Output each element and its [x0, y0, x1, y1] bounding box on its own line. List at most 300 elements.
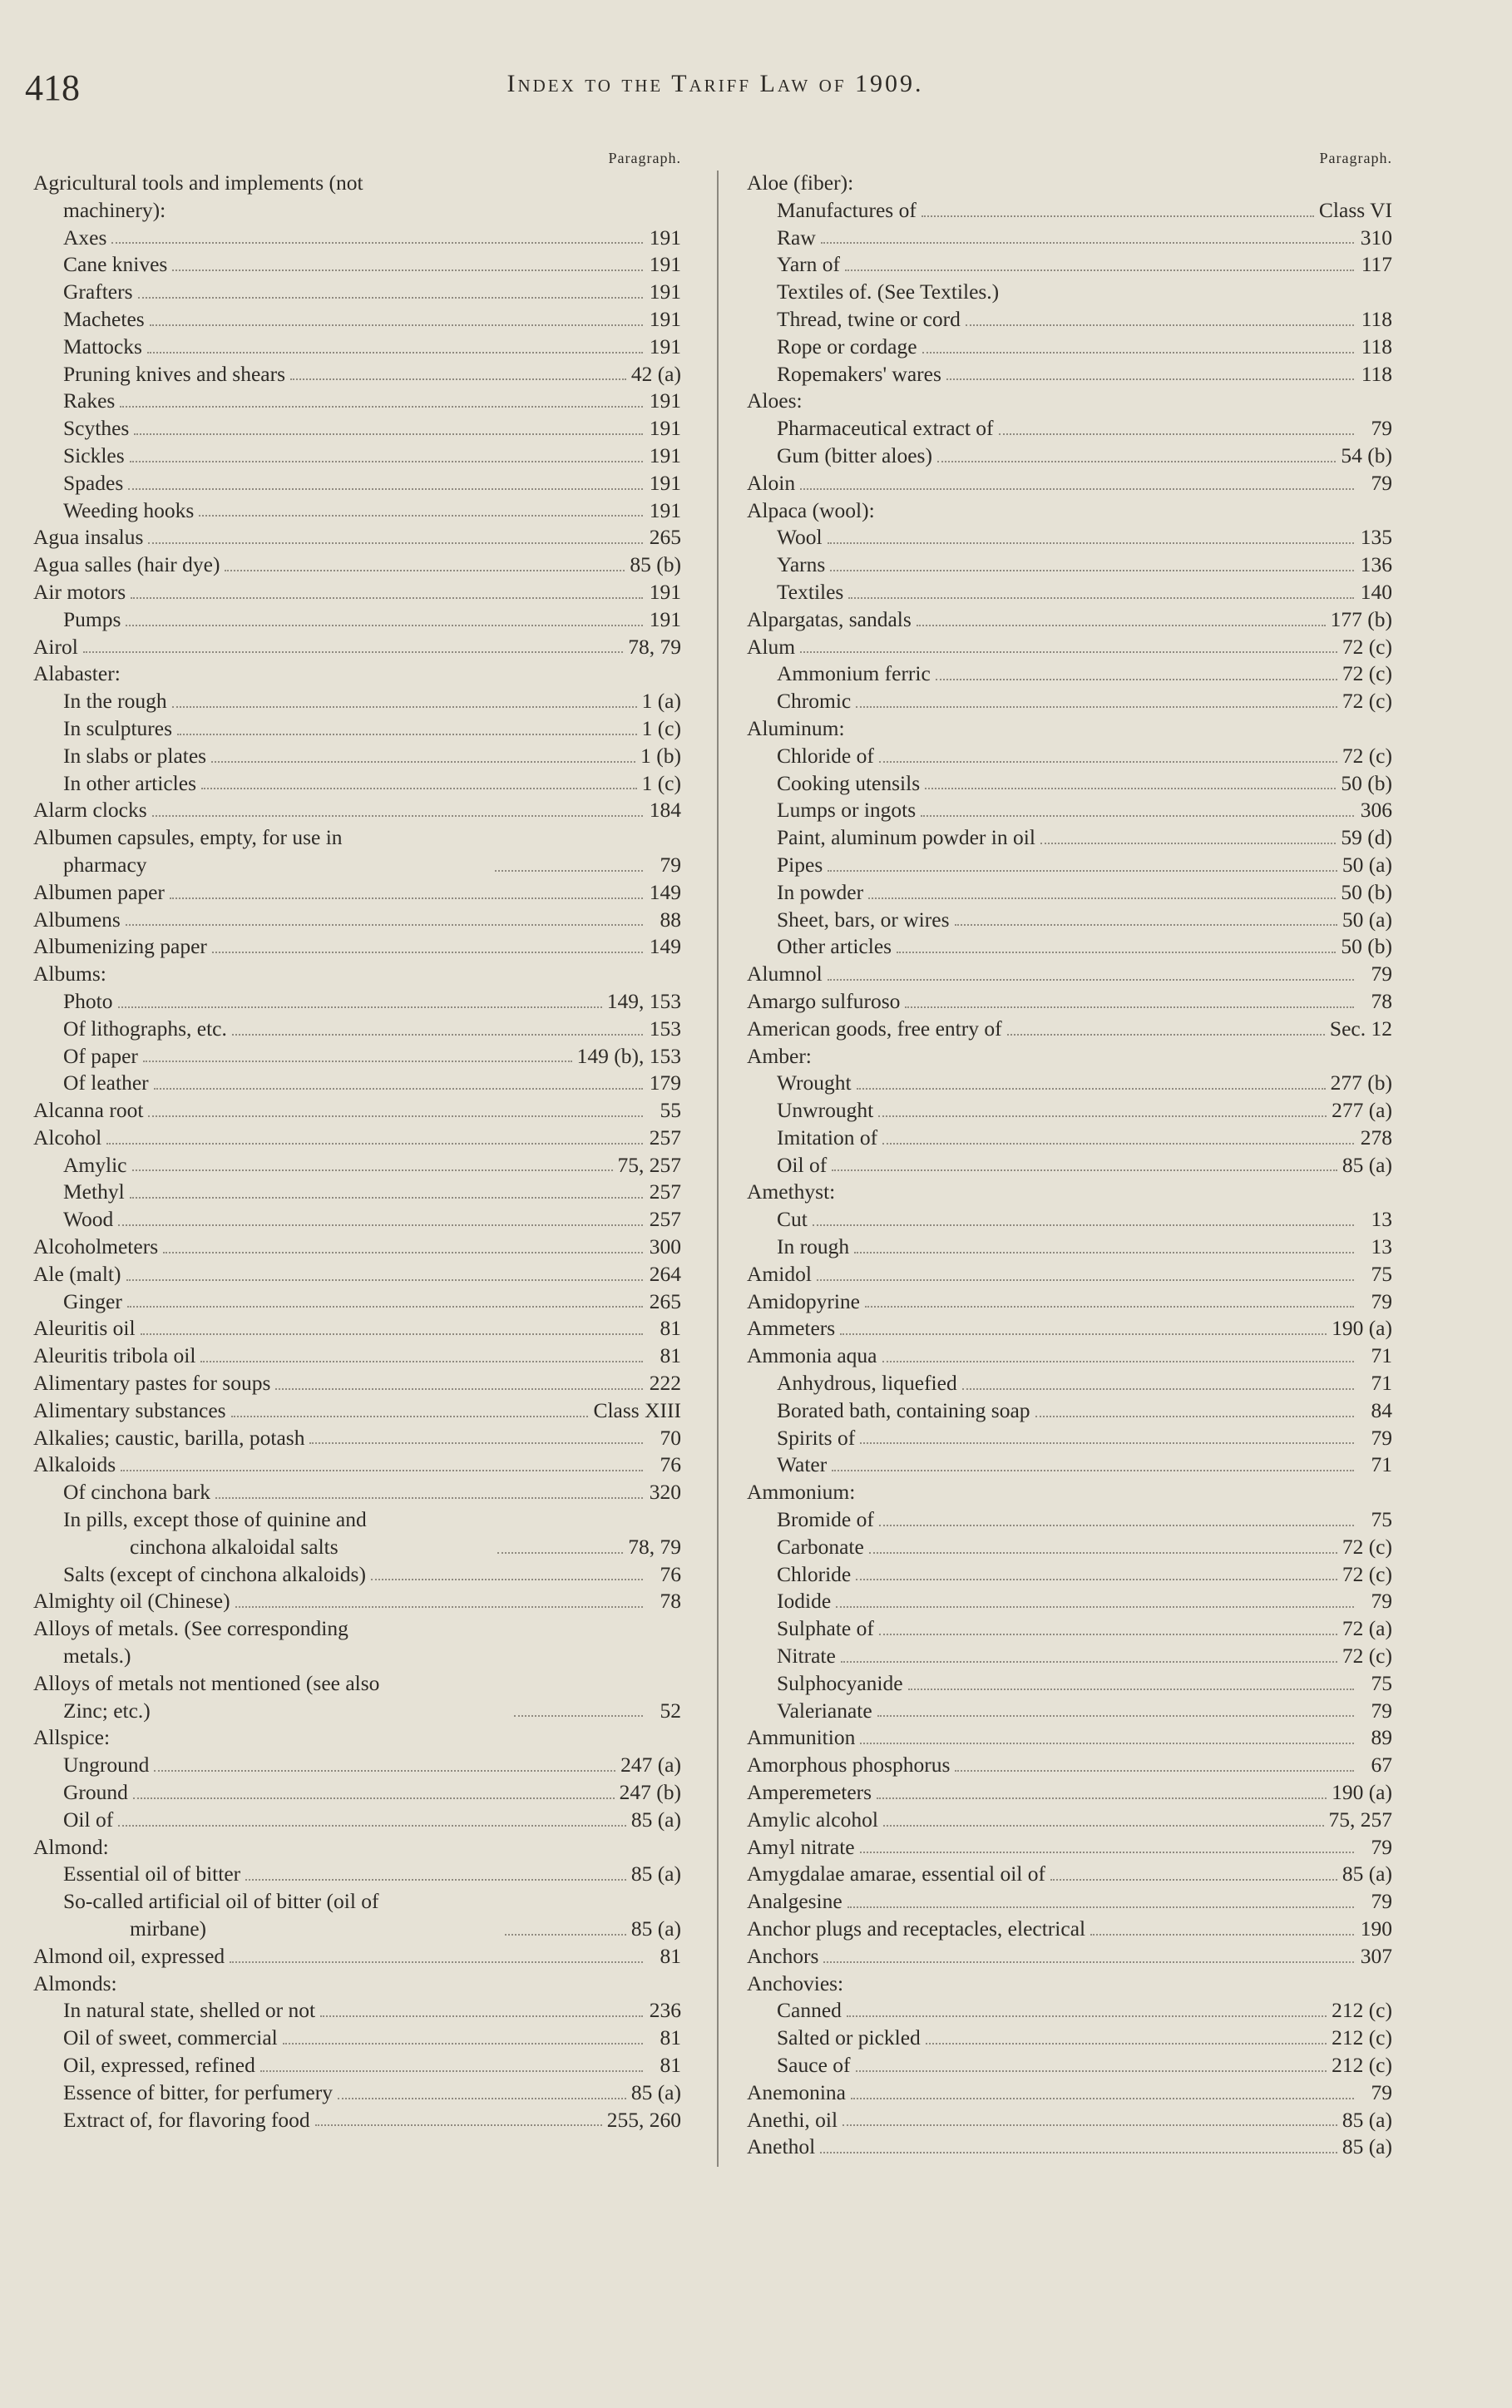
index-term: Ammunition	[747, 1725, 856, 1750]
dot-leader	[163, 1252, 643, 1253]
index-entry	[747, 1997, 1397, 2025]
index-term: Amyl nitrate	[747, 1834, 855, 1859]
dot-leader	[840, 1333, 1327, 1335]
paragraph-reference: 13	[1371, 1234, 1392, 1259]
index-entry	[747, 770, 1397, 798]
paragraph-reference: 85 (a)	[1342, 2107, 1392, 2132]
paragraph-reference: 222	[649, 1371, 681, 1396]
dot-leader	[290, 378, 626, 380]
paragraph-reference: 78	[1371, 988, 1392, 1013]
dot-leader	[320, 2015, 643, 2017]
paragraph-reference: 191	[649, 606, 681, 631]
index-entry	[747, 443, 1397, 470]
index-term: Amethyst:	[747, 1179, 836, 1204]
index-entry	[747, 551, 1397, 579]
index-entry	[747, 1888, 1397, 1916]
dot-leader	[130, 1197, 643, 1199]
index-entry	[33, 1834, 686, 1862]
index-entry	[747, 279, 1397, 306]
index-term	[33, 1670, 509, 1725]
paragraph-reference: 72 (c)	[1342, 634, 1392, 659]
index-entry	[33, 2025, 686, 2052]
paragraph-reference: 72 (c)	[1342, 661, 1392, 686]
paragraph-reference: 50 (b)	[1341, 770, 1392, 795]
index-term: Weeding hooks	[63, 497, 195, 522]
dot-leader	[106, 1143, 643, 1145]
index-entry	[747, 1097, 1397, 1125]
dot-leader	[842, 2124, 1337, 2126]
index-entry	[33, 1997, 686, 2025]
index-entry	[747, 1315, 1397, 1342]
paragraph-reference: 190	[1360, 1916, 1392, 1941]
index-term: Of leather	[63, 1070, 149, 1095]
index-term: Alimentary pastes for soups	[33, 1371, 271, 1396]
paragraph-reference: 257	[649, 1179, 681, 1204]
index-entry	[33, 988, 686, 1016]
dot-leader	[999, 433, 1354, 435]
index-term: Anemonina	[747, 2079, 846, 2104]
paragraph-reference: 78, 79	[628, 634, 681, 659]
index-term-line: Zinc; etc.)	[63, 1698, 151, 1723]
index-term: Yarn of	[777, 252, 841, 277]
index-entry	[33, 770, 686, 798]
paragraph-reference: 50 (a)	[1342, 907, 1392, 932]
index-term: Sickles	[63, 443, 125, 467]
paragraph-reference: 191	[649, 579, 681, 604]
dot-leader	[83, 651, 623, 653]
index-entry	[747, 388, 1397, 415]
index-entry	[33, 2052, 686, 2079]
index-entry	[33, 2107, 686, 2134]
index-term: Chloride	[777, 1561, 852, 1586]
index-entry	[33, 225, 686, 252]
index-term: Oil, expressed, refined	[63, 2052, 255, 2077]
paragraph-reference: 13	[1371, 1207, 1392, 1232]
index-entry	[747, 1506, 1397, 1534]
index-entry	[747, 1643, 1397, 1670]
dot-leader	[148, 1115, 643, 1117]
dot-leader	[315, 2124, 602, 2126]
index-term: Of lithographs, etc.	[63, 1016, 227, 1041]
dot-leader	[111, 242, 643, 244]
paragraph-reference: 55	[660, 1098, 681, 1123]
paragraph-reference: 264	[649, 1261, 681, 1286]
index-entry	[747, 470, 1397, 497]
dot-leader	[170, 897, 643, 899]
index-term: Anethi, oil	[747, 2107, 838, 2132]
dot-leader	[832, 1169, 1337, 1171]
index-entry	[33, 1561, 686, 1589]
index-entry	[33, 1943, 686, 1970]
index-term: Photo	[63, 988, 113, 1013]
paragraph-reference: 81	[660, 2025, 681, 2050]
paragraph-reference: 79	[1371, 1288, 1392, 1313]
dot-leader	[851, 2098, 1354, 2099]
index-term: Anchovies:	[747, 1970, 844, 1995]
dot-leader	[133, 1797, 615, 1799]
index-column-right	[747, 146, 1397, 2161]
index-term: Amorphous phosphorus	[747, 1753, 951, 1778]
paragraph-reference: 255, 260	[606, 2107, 681, 2132]
paragraph-reference: 191	[649, 225, 681, 250]
index-entry	[747, 1288, 1397, 1316]
dot-leader	[879, 1634, 1337, 1635]
index-entry	[747, 634, 1397, 661]
paragraph-reference: 140	[1360, 579, 1392, 604]
index-term: Sulphocyanide	[777, 1670, 903, 1695]
index-term: Amidopyrine	[747, 1288, 860, 1313]
index-entry	[33, 879, 686, 907]
dot-leader	[201, 788, 637, 789]
index-term: Of cinchona bark	[63, 1480, 211, 1505]
index-entry	[747, 2107, 1397, 2134]
index-term: Ammeters	[747, 1316, 836, 1341]
dot-leader	[845, 269, 1354, 271]
dot-leader	[908, 1689, 1354, 1690]
paragraph-reference: 149 (b), 153	[576, 1043, 681, 1068]
paragraph-reference: 265	[649, 1288, 681, 1313]
index-entry	[747, 743, 1397, 770]
paragraph-reference: 310	[1360, 225, 1392, 250]
page-number: 418	[25, 67, 80, 108]
paragraph-reference: 117	[1361, 252, 1392, 277]
paragraph-reference: 300	[649, 1234, 681, 1259]
index-term: Canned	[777, 1998, 842, 2023]
index-entry	[747, 1943, 1397, 1970]
dot-leader	[820, 2152, 1337, 2153]
paragraph-reference: 50 (b)	[1341, 934, 1392, 959]
dot-leader	[800, 488, 1354, 490]
paragraph-reference: 118	[1361, 361, 1392, 386]
index-entry	[33, 1206, 686, 1234]
paragraph-reference: 191	[649, 416, 681, 441]
dot-leader	[865, 1306, 1354, 1308]
paragraph-reference: 307	[1360, 1943, 1392, 1968]
dot-leader	[937, 461, 1336, 462]
index-term: Albumen paper	[33, 879, 165, 904]
index-term: Ale (malt)	[33, 1261, 121, 1286]
index-entry	[33, 1479, 686, 1506]
dot-leader	[141, 1333, 643, 1335]
index-entry	[747, 1043, 1397, 1070]
index-term: In slabs or plates	[63, 743, 207, 768]
dot-leader	[120, 406, 643, 408]
index-term: Aloin	[747, 470, 796, 495]
index-term: Oil of sweet, commercial	[63, 2025, 278, 2050]
index-entry	[747, 606, 1397, 634]
paragraph-column-heading: Paragraph.	[1319, 150, 1392, 166]
paragraph-reference: 277 (b)	[1330, 1070, 1392, 1095]
index-entry	[33, 1807, 686, 1834]
index-term: Alcanna root	[33, 1098, 144, 1123]
paragraph-reference: 75, 257	[1328, 1807, 1392, 1832]
dot-leader	[962, 1388, 1354, 1390]
index-entry	[747, 1670, 1397, 1698]
index-term: Gum (bitter aloes)	[777, 443, 932, 467]
paragraph-reference: 50 (b)	[1341, 879, 1392, 904]
index-entry	[33, 306, 686, 334]
dot-leader	[854, 1252, 1354, 1253]
index-entry	[33, 1342, 686, 1370]
paragraph-reference: 191	[649, 497, 681, 522]
index-term: In other articles	[63, 770, 197, 795]
index-term: Methyl	[63, 1179, 125, 1204]
paragraph-reference: 59 (d)	[1341, 825, 1392, 850]
index-entry	[747, 660, 1397, 688]
index-entry	[33, 1861, 686, 1888]
paragraph-reference: 257	[649, 1207, 681, 1232]
paragraph-reference: 72 (a)	[1342, 1616, 1392, 1641]
index-entry	[33, 551, 686, 579]
paragraph-reference: 76	[660, 1452, 681, 1477]
dot-leader	[121, 1470, 643, 1471]
index-term-line: cinchona alkaloidal salts	[130, 1534, 338, 1559]
index-term: Amylic	[63, 1152, 127, 1177]
index-term: Pruning knives and shears	[63, 361, 286, 386]
index-entry	[33, 1152, 686, 1179]
paragraph-reference: 136	[1360, 552, 1392, 577]
paragraph-reference: 191	[649, 470, 681, 495]
dot-leader	[823, 1961, 1354, 1963]
index-term: Of paper	[63, 1043, 138, 1068]
index-term: Chromic	[777, 689, 852, 714]
index-term-line: machinery):	[63, 197, 166, 222]
index-term: Lumps or ingots	[777, 798, 917, 823]
dot-leader	[869, 1552, 1337, 1554]
index-term: Amber:	[747, 1043, 812, 1068]
paragraph-reference: Sec. 12	[1329, 1016, 1392, 1041]
paragraph-reference: 75, 257	[617, 1152, 681, 1177]
dot-leader	[877, 1797, 1327, 1799]
index-entry	[747, 251, 1397, 279]
dot-leader	[836, 1606, 1354, 1608]
index-term: In powder	[777, 879, 864, 904]
index-term: Spirits of	[777, 1425, 856, 1450]
index-entry	[747, 1534, 1397, 1561]
paragraph-reference: 149	[649, 934, 681, 959]
dot-leader	[260, 2070, 643, 2072]
index-entry	[33, 443, 686, 470]
dot-leader	[847, 2015, 1327, 2017]
index-entry	[33, 524, 686, 551]
index-term: Amperemeters	[747, 1780, 872, 1805]
dot-leader	[309, 1442, 643, 1444]
paragraph-reference: Class XIII	[593, 1397, 681, 1422]
dot-leader	[922, 215, 1314, 217]
dot-leader	[211, 761, 635, 763]
paragraph-reference: 72 (c)	[1342, 689, 1392, 714]
index-entry	[747, 824, 1397, 852]
dot-leader	[946, 378, 1354, 380]
index-term: Alkalies; caustic, barilla, potash	[33, 1425, 305, 1450]
index-entry	[33, 824, 686, 879]
index-term: Pipes	[777, 852, 823, 877]
index-term: Other articles	[777, 934, 892, 959]
index-entry	[747, 1561, 1397, 1589]
paragraph-reference: 191	[649, 443, 681, 467]
paragraph-reference: 85 (a)	[630, 1807, 681, 1832]
dot-leader	[1007, 1034, 1325, 1036]
dot-leader	[128, 488, 643, 490]
index-entry	[747, 1834, 1397, 1862]
index-entry	[747, 415, 1397, 443]
index-term: Essential oil of bitter	[63, 1862, 241, 1886]
paragraph-reference: 184	[649, 798, 681, 823]
paragraph-reference: 212 (c)	[1332, 2052, 1392, 2077]
index-term: Amygdalae amarae, essential oil of	[747, 1862, 1045, 1886]
index-term: Raw	[777, 225, 816, 250]
dot-leader	[860, 1442, 1354, 1444]
index-entry	[747, 2134, 1397, 2161]
index-term: Ammonia aqua	[747, 1343, 877, 1368]
index-entry	[33, 688, 686, 715]
index-term: Unground	[63, 1753, 150, 1778]
index-entry	[33, 1179, 686, 1206]
paragraph-reference: 118	[1361, 306, 1392, 331]
index-term: Manufactures of	[777, 197, 917, 222]
paragraph-reference: 79	[1371, 1589, 1392, 1614]
dot-leader	[882, 1143, 1354, 1145]
dot-leader	[897, 952, 1336, 953]
paragraph-reference: 78	[660, 1589, 681, 1614]
index-term: Essence of bitter, for perfumery	[63, 2079, 333, 2104]
index-term: Iodide	[777, 1589, 832, 1614]
index-entry	[33, 415, 686, 443]
index-entry	[33, 660, 686, 688]
index-term: Ammonium ferric	[777, 661, 931, 686]
index-term: Ropemakers' wares	[777, 361, 941, 386]
paragraph-reference: 1 (b)	[640, 743, 681, 768]
paragraph-reference: 88	[660, 907, 681, 932]
index-term: In the rough	[63, 689, 167, 714]
index-term: Scythes	[63, 416, 130, 441]
paragraph-reference: 179	[649, 1070, 681, 1095]
paragraph-reference: 191	[649, 334, 681, 358]
paragraph-reference: 42 (a)	[630, 361, 681, 386]
paragraph-reference: 79	[1371, 470, 1392, 495]
index-term: Paint, aluminum powder in oil	[777, 825, 1035, 850]
dot-leader	[118, 1006, 602, 1008]
page-header	[25, 67, 1406, 116]
index-entry	[33, 1043, 686, 1070]
index-entry	[747, 961, 1397, 988]
index-term: Alarm clocks	[33, 798, 147, 823]
index-entry	[747, 1861, 1397, 1888]
paragraph-reference: 257	[649, 1125, 681, 1150]
index-entry	[33, 1261, 686, 1288]
paragraph-reference: 135	[1360, 525, 1392, 550]
index-entry	[33, 1288, 686, 1316]
index-entry	[747, 1125, 1397, 1152]
index-entry-list	[33, 170, 686, 2134]
paragraph-reference: 70	[660, 1425, 681, 1450]
index-column-left	[33, 146, 686, 2134]
paragraph-reference: 79	[1371, 2079, 1392, 2104]
index-term: Extract of, for flavoring food	[63, 2107, 310, 2132]
dot-leader	[813, 1224, 1354, 1226]
dot-leader	[150, 324, 643, 326]
dot-leader	[338, 2098, 626, 2099]
dot-leader	[126, 625, 643, 626]
index-entry	[33, 715, 686, 743]
index-term: Valerianate	[777, 1698, 872, 1723]
dot-leader	[857, 1088, 1326, 1090]
index-entry	[747, 1425, 1397, 1452]
index-term: Carbonate	[777, 1534, 864, 1559]
index-term: Almond:	[33, 1834, 109, 1859]
paragraph-reference: 190 (a)	[1332, 1780, 1392, 1805]
index-entry	[33, 470, 686, 497]
index-term: Sheet, bars, or wires	[777, 907, 950, 932]
dot-leader	[856, 706, 1337, 708]
dot-leader	[821, 242, 1354, 244]
index-entry	[33, 1888, 686, 1943]
index-entry	[33, 170, 686, 225]
index-term: In sculptures	[63, 715, 173, 740]
index-term: Mattocks	[63, 334, 142, 358]
index-term: Ginger	[63, 1288, 122, 1313]
dot-leader	[177, 734, 637, 735]
index-term: Unwrought	[777, 1098, 874, 1123]
index-term	[63, 1506, 492, 1561]
index-term: Almonds:	[33, 1970, 117, 1995]
index-entry	[747, 1916, 1397, 1943]
index-term: Amidol	[747, 1261, 812, 1286]
index-term: Alcoholmeters	[33, 1234, 159, 1259]
paragraph-reference: 1 (a)	[641, 689, 681, 714]
index-entry	[33, 1234, 686, 1261]
index-entry	[33, 606, 686, 634]
paragraph-reference: 72 (c)	[1342, 1644, 1392, 1669]
paragraph-reference: 79	[1371, 1889, 1392, 1914]
dot-leader	[955, 924, 1337, 926]
index-entry	[747, 2025, 1397, 2052]
dot-leader	[154, 1770, 615, 1772]
dot-leader	[152, 815, 643, 817]
index-entry	[33, 2079, 686, 2107]
paragraph-reference: 79	[1371, 1698, 1392, 1723]
paragraph-reference: 54 (b)	[1341, 443, 1392, 467]
paragraph-column-heading: Paragraph.	[608, 150, 681, 166]
index-term: Axes	[63, 225, 107, 250]
index-entry	[747, 361, 1397, 388]
dot-leader	[856, 1579, 1337, 1580]
index-entry	[33, 1070, 686, 1097]
index-entry	[33, 279, 686, 306]
index-term: Chloride of	[777, 743, 874, 768]
index-entry	[33, 797, 686, 824]
index-entry	[747, 1179, 1397, 1206]
paragraph-reference: 89	[1371, 1725, 1392, 1750]
index-term: Agua salles (hair dye)	[33, 552, 220, 577]
dot-leader	[172, 269, 643, 271]
index-entry	[747, 1588, 1397, 1615]
paragraph-reference: 85 (a)	[1342, 1152, 1392, 1177]
index-term: Alcohol	[33, 1125, 102, 1150]
paragraph-reference: 81	[660, 1943, 681, 1968]
index-entry	[33, 933, 686, 961]
dot-leader	[172, 706, 637, 708]
index-term: Sulphate of	[777, 1616, 874, 1641]
index-term: Thread, twine or cord	[777, 306, 961, 331]
index-term: Borated bath, containing soap	[777, 1397, 1030, 1422]
paragraph-reference: 177 (b)	[1330, 606, 1392, 631]
paragraph-reference: 1 (c)	[641, 770, 681, 795]
index-entry	[747, 1698, 1397, 1725]
paragraph-reference: 79	[1371, 1834, 1392, 1859]
dot-leader	[231, 1416, 589, 1417]
paragraph-reference: 153	[649, 1016, 681, 1041]
